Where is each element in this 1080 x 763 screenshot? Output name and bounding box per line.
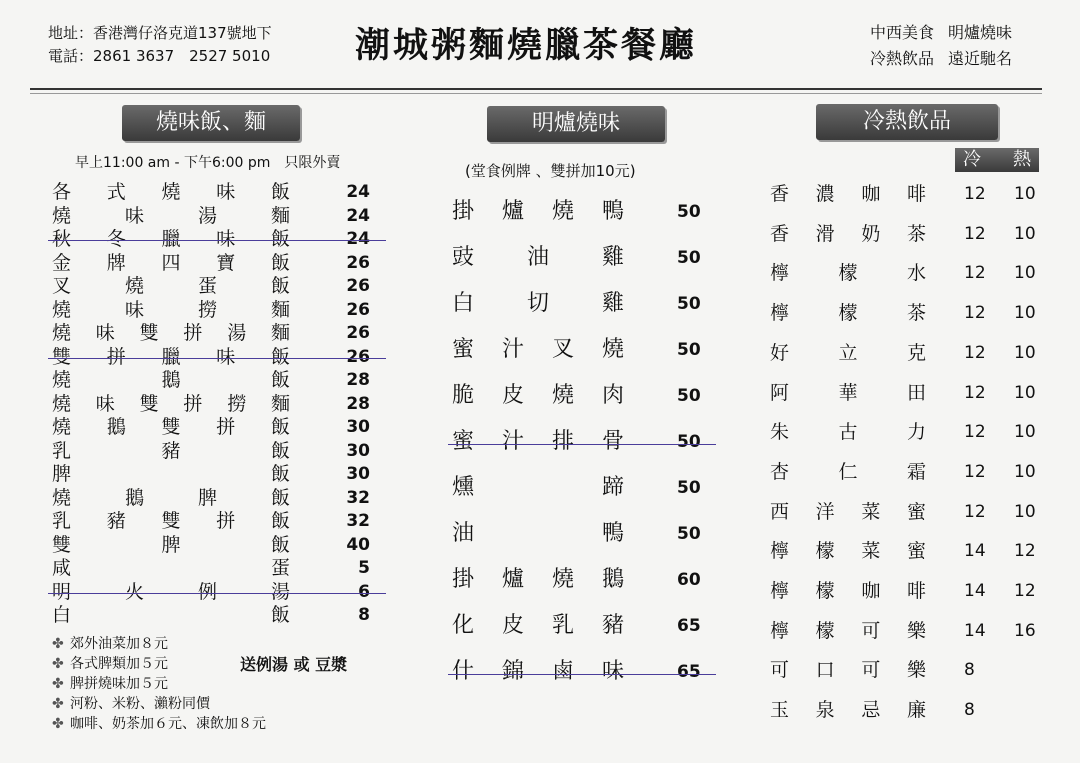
bullet-icon: ✤ xyxy=(52,636,64,652)
extra-charges-list xyxy=(52,634,266,734)
drink-menu-item xyxy=(770,613,1042,649)
drink-menu-item xyxy=(770,692,1042,728)
roast-menu-item xyxy=(452,560,712,600)
roast-item-price: 50 xyxy=(677,202,701,222)
roast-item-price: 50 xyxy=(677,524,701,544)
menu-item-price: 30 xyxy=(346,417,370,437)
menu-item-price: 26 xyxy=(346,323,370,343)
drink-cold-price: 12 xyxy=(964,422,986,443)
menu-item xyxy=(52,533,372,557)
menu-item-name: 白 飯 xyxy=(52,604,290,626)
menu-item-price: 40 xyxy=(346,534,370,555)
opening-hours: 早上11:00 am - 下午6:00 pm 只限外賣 xyxy=(75,155,341,171)
roast-menu-item xyxy=(452,330,712,370)
drink-menu-item xyxy=(770,454,1042,490)
drink-cold-price: 14 xyxy=(964,620,986,641)
menu-item xyxy=(52,274,372,298)
extra-charge-note xyxy=(52,694,266,714)
strikethrough-line xyxy=(448,444,716,445)
extra-charge-note xyxy=(52,634,266,654)
bullet-icon: ✤ xyxy=(52,656,64,672)
extra-charge-text: 各式脾類加５元 xyxy=(70,656,168,672)
drink-cold-price: 14 xyxy=(964,541,986,562)
menu-item-price: 26 xyxy=(346,276,370,296)
strikethrough-line xyxy=(48,240,386,241)
menu-item-name: 各 式 燒 味 飯 xyxy=(52,181,290,203)
menu-item-name: 金 牌 四 寶 飯 xyxy=(52,251,290,274)
drink-name: 香 濃 咖 啡 xyxy=(770,183,926,205)
strikethrough-line xyxy=(48,358,386,359)
restaurant-name: 潮城粥麵燒臘茶餐廳 xyxy=(355,26,698,66)
menu-item-price: 32 xyxy=(346,487,370,508)
roast-menu-item xyxy=(452,192,712,232)
menu-item-name: 燒 味 撈 麵 xyxy=(52,298,290,321)
drink-cold-price: 12 xyxy=(964,303,986,324)
drink-name: 檸 檬 咖 啡 xyxy=(770,580,926,602)
drink-name: 好 立 克 xyxy=(770,341,926,364)
tag-western-chinese: 中西美食 xyxy=(870,23,935,42)
roast-item-name: 燻 蹄 xyxy=(452,475,624,500)
extra-charge-note xyxy=(52,714,266,734)
menu-item-price: 5 xyxy=(358,558,370,578)
menu-item-price: 30 xyxy=(346,440,370,461)
menu-item-price: 8 xyxy=(358,605,370,625)
drink-hot-price: 12 xyxy=(1014,581,1036,601)
menu-item-price: 26 xyxy=(346,252,370,273)
restaurant-info xyxy=(48,22,272,68)
menu-item-name: 叉 燒 蛋 飯 xyxy=(52,275,290,297)
section-heading-rice-noodles: 燒味飯、麵 xyxy=(122,105,300,141)
roast-menu-item xyxy=(452,376,712,416)
drink-name: 杏 仁 霜 xyxy=(770,460,926,483)
drink-name: 檸 檬 菜 蜜 xyxy=(770,540,926,563)
phone: 電話：2861 3637 2527 5010 xyxy=(48,47,271,65)
menu-item xyxy=(52,321,372,345)
menu-item-price: 24 xyxy=(346,229,370,249)
menu-item-price: 30 xyxy=(346,464,370,484)
tag-bbq: 明爐燒味 xyxy=(948,23,1013,42)
menu-item-name: 秋 冬 臘 味 飯 xyxy=(52,228,290,250)
menu-item-name: 乳 豬 雙 拼 飯 xyxy=(52,510,290,532)
drink-menu-item xyxy=(770,573,1042,609)
drink-cold-price: 12 xyxy=(964,382,986,403)
menu-item xyxy=(52,556,372,580)
menu-item-name: 燒 味 雙 拼 撈 麵 xyxy=(52,392,290,415)
drink-menu-item xyxy=(770,335,1042,371)
header-divider xyxy=(30,88,1042,90)
roast-item-price: 50 xyxy=(677,248,701,268)
extra-charge-note xyxy=(52,654,266,674)
menu-item xyxy=(52,486,372,510)
drink-name: 香 滑 奶 茶 xyxy=(770,222,926,245)
menu-item xyxy=(52,603,372,627)
menu-item xyxy=(52,580,372,604)
strikethrough-line xyxy=(448,674,716,675)
bullet-icon: ✤ xyxy=(52,676,64,692)
free-soup-note: 送例湯 或 豆漿 xyxy=(240,655,348,674)
address: 地址：香港灣仔洛克道137號地下 xyxy=(48,24,272,42)
drink-menu-item xyxy=(770,494,1042,530)
section-heading-drinks: 冷熱飲品 xyxy=(816,104,998,140)
roast-item-name: 油 鴨 xyxy=(452,521,624,546)
roast-item-name: 蜜 汁 叉 燒 xyxy=(452,337,624,362)
extra-charge-text: 河粉、米粉、瀨粉同價 xyxy=(70,696,210,712)
roast-item-price: 50 xyxy=(677,432,701,452)
tag-famous: 遠近馳名 xyxy=(948,49,1013,68)
menu-item-price: 24 xyxy=(346,182,370,202)
drink-hot-price: 10 xyxy=(1014,382,1036,403)
menu-item-price: 26 xyxy=(346,299,370,320)
menu-item-name: 乳 豬 飯 xyxy=(52,439,290,462)
roast-item-price: 50 xyxy=(677,478,701,498)
drink-name: 可 口 可 樂 xyxy=(770,659,926,682)
drink-menu-item xyxy=(770,414,1042,450)
drink-cold-price: 12 xyxy=(964,501,986,522)
extra-charge-text: 脾拼燒味加５元 xyxy=(70,676,168,692)
roast-item-name: 白 切 雞 xyxy=(452,291,624,316)
dine-in-note: (堂食例牌 、雙拼加10元) xyxy=(465,162,636,180)
drink-name: 阿 華 田 xyxy=(770,381,926,404)
menu-item-price: 28 xyxy=(346,393,370,414)
menu-item xyxy=(52,368,372,392)
menu-item-price: 24 xyxy=(346,205,370,226)
roast-item-name: 掛 爐 燒 鵝 xyxy=(452,567,624,592)
drink-cold-price: 12 xyxy=(964,184,986,204)
header-divider-thin xyxy=(30,93,1042,94)
tagline xyxy=(870,20,1026,72)
menu-item-name: 燒 味 雙 拼 湯 麵 xyxy=(52,322,290,344)
menu-item xyxy=(52,415,372,439)
drink-cold-price: 8 xyxy=(964,660,975,681)
drink-cold-price: 12 xyxy=(964,342,986,363)
menu-item-name: 咸 蛋 xyxy=(52,557,290,579)
drink-menu-item xyxy=(770,375,1042,411)
roast-item-name: 蜜 汁 排 骨 xyxy=(452,429,624,454)
roast-item-price: 60 xyxy=(677,570,701,590)
roast-item-price: 50 xyxy=(677,386,701,406)
temperature-header xyxy=(955,148,1039,172)
roast-menu-item xyxy=(452,284,712,324)
menu-item xyxy=(52,439,372,463)
drink-menu-item xyxy=(770,176,1042,212)
roast-item-price: 50 xyxy=(677,294,701,314)
drink-cold-price: 8 xyxy=(964,700,975,721)
menu-item-price: 32 xyxy=(346,511,370,531)
menu-item-name: 燒 鵝 飯 xyxy=(52,369,290,391)
drink-name: 朱 古 力 xyxy=(770,421,926,444)
menu-item-price: 28 xyxy=(346,370,370,390)
menu-item-name: 雙 拼 臘 味 飯 xyxy=(52,345,290,368)
drink-name: 檸 檬 茶 xyxy=(770,302,926,325)
roast-menu-item xyxy=(452,652,712,692)
strikethrough-line xyxy=(48,593,386,594)
drink-cold-price: 12 xyxy=(964,263,986,284)
drink-hot-price: 10 xyxy=(1014,223,1036,244)
drink-cold-price: 12 xyxy=(964,461,986,482)
drink-hot-price: 10 xyxy=(1014,263,1036,284)
menu-item-name: 明 火 例 湯 xyxy=(52,580,290,603)
drink-hot-price: 10 xyxy=(1014,184,1036,204)
drink-menu-item xyxy=(770,295,1042,331)
roast-item-name: 什 錦 鹵 味 xyxy=(452,659,624,684)
drink-name: 檸 檬 可 樂 xyxy=(770,619,926,642)
roast-menu-item xyxy=(452,514,712,554)
drink-cold-price: 12 xyxy=(964,223,986,244)
roast-item-price: 65 xyxy=(677,662,701,682)
drink-hot-price: 10 xyxy=(1014,342,1036,363)
roast-item-price: 65 xyxy=(677,616,701,636)
extra-charge-text: 咖啡、奶茶加６元、凍飲加８元 xyxy=(70,716,266,732)
drink-cold-price: 14 xyxy=(964,581,986,601)
roast-item-price: 50 xyxy=(677,340,701,360)
menu-item xyxy=(52,509,372,533)
roast-item-name: 豉 油 雞 xyxy=(452,245,624,270)
menu-item-name: 脾 飯 xyxy=(52,463,290,485)
tag-drinks: 冷熱飲品 xyxy=(870,49,935,68)
drink-hot-price: 10 xyxy=(1014,422,1036,443)
drink-menu-item xyxy=(770,255,1042,291)
menu-item-price: 6 xyxy=(358,581,370,602)
drink-menu-item xyxy=(770,533,1042,569)
roast-menu-item xyxy=(452,238,712,278)
hot-label: 熱 xyxy=(1013,149,1031,170)
menu-item xyxy=(52,298,372,322)
roast-menu-item xyxy=(452,422,712,462)
drink-hot-price: 10 xyxy=(1014,501,1036,522)
extra-charge-text: 郊外油菜加８元 xyxy=(70,636,168,652)
menu-item xyxy=(52,204,372,228)
drink-name: 玉 泉 忌 廉 xyxy=(770,699,926,722)
menu-item xyxy=(52,462,372,486)
cold-label: 冷 xyxy=(963,149,981,170)
roast-menu-item xyxy=(452,468,712,508)
menu-item-name: 燒 鵝 雙 拼 飯 xyxy=(52,416,290,438)
drink-hot-price: 12 xyxy=(1014,541,1036,562)
menu-item xyxy=(52,345,372,369)
roast-item-name: 掛 爐 燒 鴨 xyxy=(452,199,624,224)
drink-menu-item xyxy=(770,652,1042,688)
menu-item xyxy=(52,251,372,275)
drink-hot-price: 10 xyxy=(1014,461,1036,482)
drink-name: 檸 檬 水 xyxy=(770,262,926,285)
menu-item-price: 26 xyxy=(346,346,370,367)
roast-item-name: 脆 皮 燒 肉 xyxy=(452,383,624,408)
drink-menu-item xyxy=(770,216,1042,252)
drink-hot-price: 16 xyxy=(1014,620,1036,641)
menu-item xyxy=(52,392,372,416)
menu-item-name: 燒 味 湯 麵 xyxy=(52,204,290,227)
roast-menu-item xyxy=(452,606,712,646)
drink-hot-price: 10 xyxy=(1014,303,1036,324)
section-heading-roast-meats: 明爐燒味 xyxy=(487,106,665,142)
extra-charge-note xyxy=(52,674,266,694)
drink-name: 西 洋 菜 蜜 xyxy=(770,500,926,523)
menu-item xyxy=(52,227,372,251)
menu-item xyxy=(52,180,372,204)
bullet-icon: ✤ xyxy=(52,716,64,732)
menu-item-name: 雙 脾 飯 xyxy=(52,533,290,556)
menu-item-name: 燒 鵝 脾 飯 xyxy=(52,486,290,509)
roast-item-name: 化 皮 乳 豬 xyxy=(452,613,624,638)
bullet-icon: ✤ xyxy=(52,696,64,712)
